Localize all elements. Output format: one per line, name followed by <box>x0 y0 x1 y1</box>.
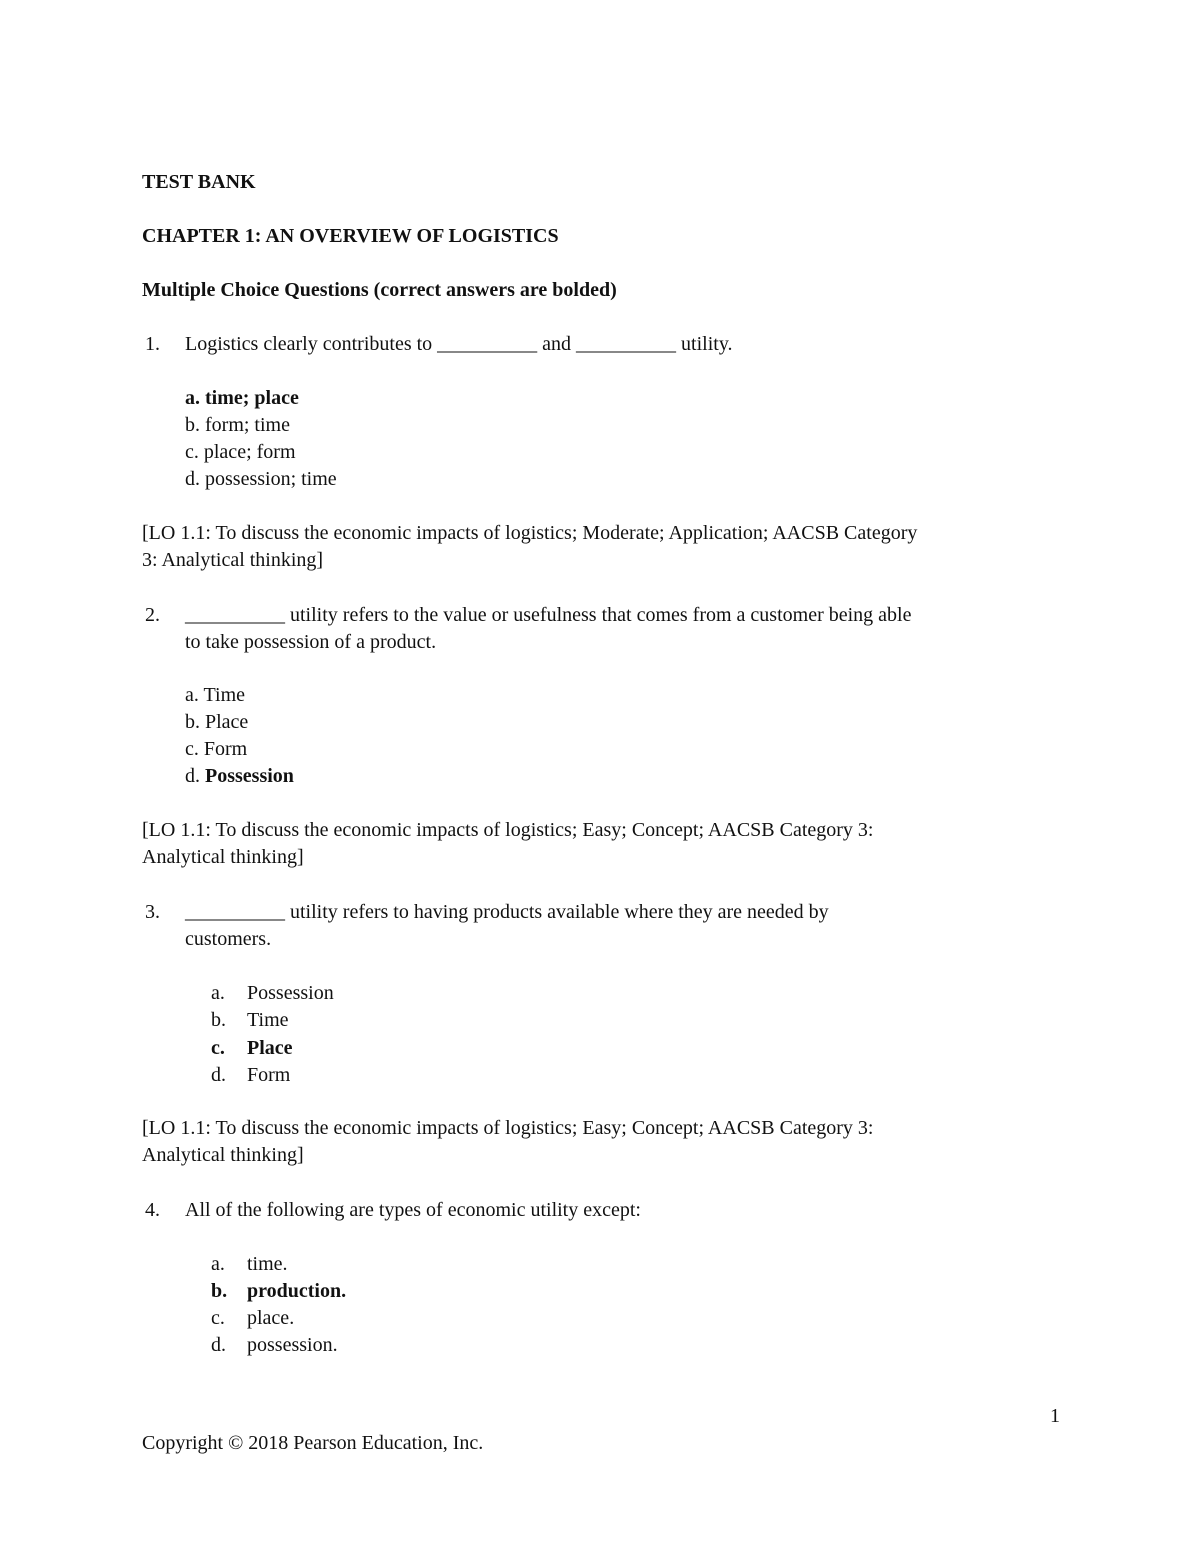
answer-option: Place <box>247 1037 293 1059</box>
answer-text: Possession <box>205 765 294 787</box>
answer-option: d. possession; time <box>185 468 337 490</box>
learning-objective-line: [LO 1.1: To discuss the economic impacts of logistics; Easy; Concept; AACSB Category 3: <box>142 1117 874 1139</box>
question-text-line: customers. <box>185 928 272 950</box>
answer-option: Time <box>247 1009 289 1031</box>
learning-objective-tag <box>142 1115 1062 1169</box>
page-number: 1 <box>1050 1405 1060 1427</box>
question-number: 1. <box>145 333 160 355</box>
answer-letter: a. <box>211 1253 225 1275</box>
answer-option: production. <box>247 1280 347 1302</box>
question-number: 3. <box>145 901 160 923</box>
answer-option: a. time; place <box>185 387 299 409</box>
question-text <box>185 899 1065 953</box>
learning-objective-line: 3: Analytical thinking] <box>142 549 324 571</box>
answer-option: Form <box>247 1064 291 1086</box>
learning-objective-line: [LO 1.1: To discuss the economic impacts of logistics; Moderate; Application; AACSB Category <box>142 522 918 544</box>
learning-objective-tag <box>142 520 1062 574</box>
answer-letter: a. <box>211 982 225 1004</box>
answer-option: c. Form <box>185 738 248 760</box>
question-text-line: __________ utility refers to the value or usefulness that comes from a customer being able <box>185 604 912 626</box>
answer-option: c. place; form <box>185 441 296 463</box>
answer-letter: d. <box>211 1334 226 1356</box>
learning-objective-tag <box>142 817 1062 871</box>
answer-option: possession. <box>247 1334 338 1356</box>
question-text: All of the following are types of economic utility except: <box>185 1199 641 1221</box>
answer-letter: b. <box>211 1280 228 1302</box>
question-number: 2. <box>145 604 160 626</box>
answer-option <box>185 763 294 790</box>
answer-option: a. Time <box>185 684 246 706</box>
question-text-line: to take possession of a product. <box>185 631 437 653</box>
answer-letter: d. <box>211 1064 226 1086</box>
answer-option: time. <box>247 1253 288 1275</box>
learning-objective-line: Analytical thinking] <box>142 846 304 868</box>
answer-option: b. Place <box>185 711 249 733</box>
question-number: 4. <box>145 1199 160 1221</box>
question-text-line: __________ utility refers to having products available where they are needed by <box>185 901 829 923</box>
answer-letter: d. <box>185 765 205 787</box>
question-text: Logistics clearly contributes to __________ and __________ utility. <box>185 333 733 355</box>
answer-option: place. <box>247 1307 295 1329</box>
document-title: TEST BANK <box>142 171 256 193</box>
chapter-heading: CHAPTER 1: AN OVERVIEW OF LOGISTICS <box>142 225 559 247</box>
copyright-notice: Copyright © 2018 Pearson Education, Inc. <box>142 1432 484 1454</box>
learning-objective-line: Analytical thinking] <box>142 1144 304 1166</box>
answer-option: b. form; time <box>185 414 290 436</box>
question-text <box>185 602 1065 656</box>
answer-option: Possession <box>247 982 334 1004</box>
answer-letter: c. <box>211 1307 225 1329</box>
answer-letter: c. <box>211 1037 225 1059</box>
answer-letter: b. <box>211 1009 226 1031</box>
learning-objective-line: [LO 1.1: To discuss the economic impacts of logistics; Easy; Concept; AACSB Category 3: <box>142 819 874 841</box>
section-heading: Multiple Choice Questions (correct answers are bolded) <box>142 279 617 301</box>
